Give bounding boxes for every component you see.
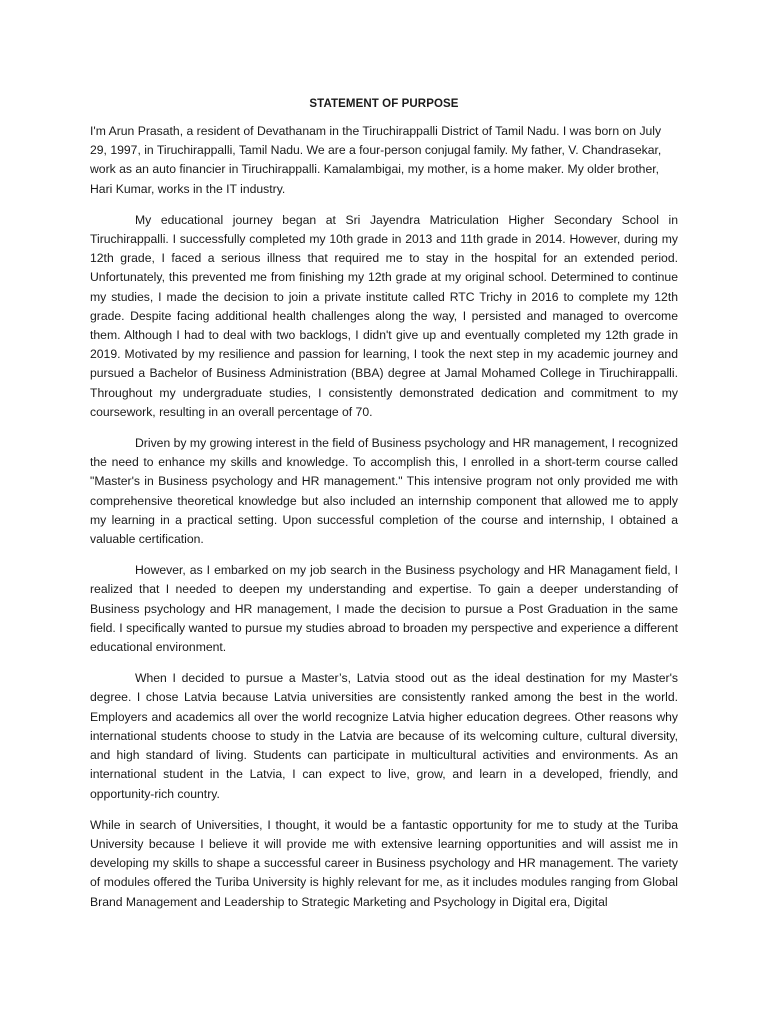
paragraph-university: While in search of Universities, I thought, it would be a fantastic opportunity for me to study at the Turiba University because I believe it will provide me with extensive learning opportunities and will assist me in developing my skills to shape a successful career in Business psychology and HR management. The variety of modules offered the Turiba University is highly relevant for me, as it includes modules ranging from Global Brand Management and Leadership to Strategic Marketing and Psychology in Digital era, Digital xyxy=(90,817,678,909)
document-page xyxy=(90,96,678,924)
paragraph-latvia: When I decided to pursue a Master’s, Latvia stood out as the ideal destination for my Master's degree. I chose Latvia because Latvia universities are consistently ranked among the best in the world. Employers and academics all over the world recognize Latvia higher education degrees. Other reasons why international students choose to study in the Latvia are because of its welcoming culture, cultural diversity, and high standard of living. Students can participate in multicultural activities and environments. As an international student in the Latvia, I can expect to live, grow, and learn in a developed, friendly, and opportunity-rich country. xyxy=(90,671,678,801)
paragraph-interest: Driven by my growing interest in the field of Business psychology and HR management, I recognized the need to enhance my skills and knowledge. To accomplish this, I enrolled in a short-term course called "Master's in Business psychology and HR management." This intensive program not only provided me with comprehensive theoretical knowledge but also included an internship component that allowed me to apply my learning in a practical setting. Upon successful completion of the course and internship, I obtained a valuable certification. xyxy=(90,436,678,547)
document-title: STATEMENT OF PURPOSE xyxy=(309,98,459,110)
paragraph-job-search: However, as I embarked on my job search in the Business psychology and HR Managament field, I realized that I needed to deepen my understanding and expertise. To gain a deeper understanding of Business psychology and HR management, I made the decision to pursue a Post Graduation in the same field. I specifically wanted to pursue my studies abroad to broaden my perspective and experience a different educational environment. xyxy=(90,563,678,655)
paragraph-introduction: I'm Arun Prasath, a resident of Devathanam in the Tiruchirappalli District of Tamil Nadu. I was born on July 29, 1997, in Tiruchirappalli, Tamil Nadu. We are a four-person conjugal family. My father, V. Chandrasekar, work as an auto financier in Tiruchirappalli. Kamalambigai, my mother, is a home maker. My older brother, Hari Kumar, works in the IT industry. xyxy=(90,124,662,196)
paragraph-education: My educational journey began at Sri Jayendra Matriculation Higher Secondary School in Tiruchirappalli. I successfully completed my 10th grade in 2013 and 11th grade in 2014. However, during my 12th grade, I faced a serious illness that required me to stay in the hospital for an extended period. Unfortunately, this prevented me from finishing my 12th grade at my original school. Determined to continue my studies, I made the decision to join a private institute called RTC Trichy in 2016 to complete my 12th grade. Despite facing additional health challenges along the way, I persisted and managed to overcome them. Although I had to deal with two backlogs, I didn't give up and eventually completed my 12th grade in 2019. Motivated by my resilience and passion for learning, I took the next step in my academic journey and pursued a Bachelor of Business Administration (BBA) degree at Jamal Mohamed College in Tiruchirappalli. Throughout my undergraduate studies, I consistently demonstrated dedication and commitment to my coursework, resulting in an overall percentage of 70. xyxy=(90,212,678,419)
